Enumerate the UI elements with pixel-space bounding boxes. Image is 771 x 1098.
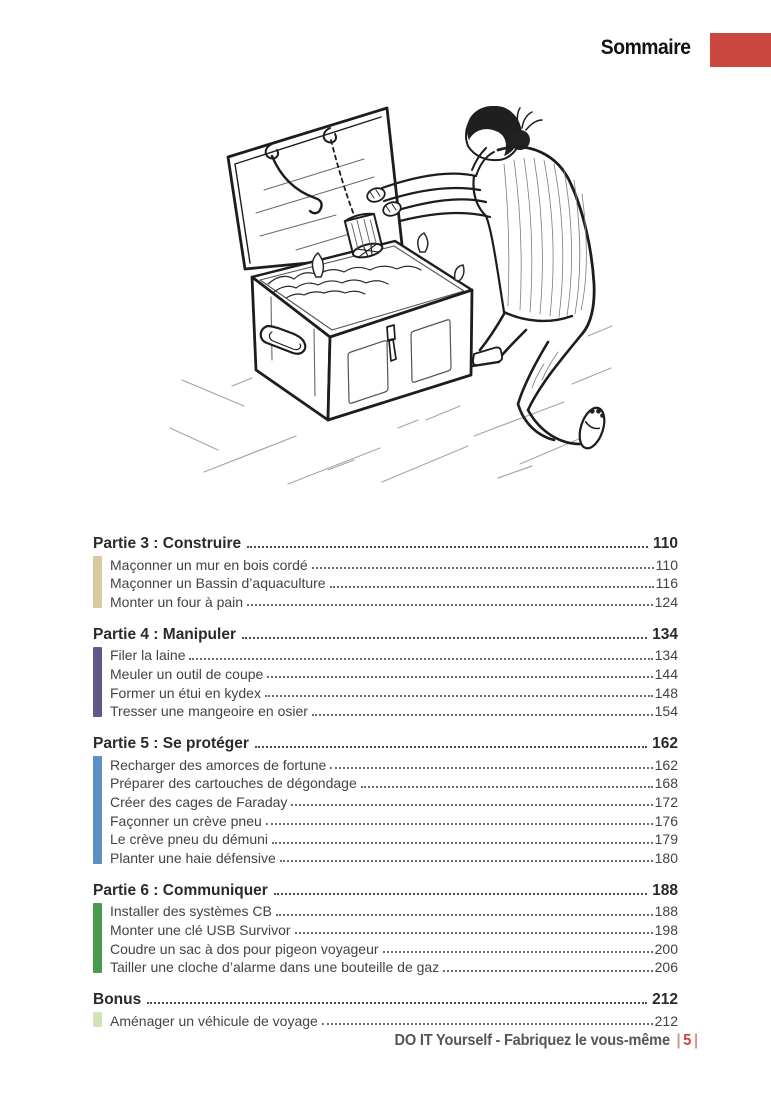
dotted-leader (361, 786, 653, 788)
dotted-leader (242, 637, 647, 639)
toc-section-title: Partie 3 : Construire (93, 535, 242, 552)
shirt-hem (504, 312, 572, 321)
toc-section-heading[interactable] (93, 624, 678, 643)
toc-item-page: 188 (654, 903, 678, 920)
toc-section (93, 989, 678, 1029)
toc-item-label: Tresser une mangeoire en osier (110, 703, 308, 720)
toc-section-title: Partie 5 : Se protéger (93, 735, 249, 753)
footer-pipe-left: | (676, 1032, 681, 1049)
toc-section-items (110, 645, 678, 719)
toc-item[interactable] (110, 754, 678, 773)
toc-section-items (110, 901, 678, 975)
front-sandal (473, 347, 502, 366)
dotted-leader (291, 804, 652, 806)
dotted-leader (274, 893, 647, 895)
dotted-leader (266, 823, 653, 825)
toc-section (93, 533, 678, 610)
toc (93, 533, 678, 1043)
toc-section-title: Partie 4 : Manipuler (93, 625, 236, 643)
toc-item-page: 162 (654, 756, 678, 773)
toc-item[interactable] (110, 591, 678, 610)
toc-item[interactable] (110, 810, 678, 829)
toc-item[interactable] (110, 682, 678, 701)
trunk-illustration (168, 84, 614, 496)
toc-item-label: Planter une haie défensive (110, 849, 276, 866)
toc-item-page: 180 (654, 849, 678, 866)
footer-page-number: 5 (683, 1032, 692, 1049)
dotted-leader (189, 658, 652, 660)
dotted-leader (272, 842, 653, 844)
toc-item[interactable] (110, 573, 678, 592)
toc-section-page: 212 (652, 991, 678, 1009)
toc-item-page: 176 (654, 812, 678, 829)
dotted-leader (383, 951, 653, 953)
toc-item-page: 144 (654, 665, 678, 682)
toc-item-label: Maçonner un mur en bois cordé (110, 556, 308, 573)
toc-item[interactable] (110, 1010, 678, 1029)
page-title: Sommaire (601, 36, 691, 59)
toc-section (93, 624, 678, 719)
toc-item[interactable] (110, 901, 678, 920)
toc-item-label: Monter une clé USB Survivor (110, 921, 291, 938)
toc-item[interactable] (110, 663, 678, 682)
toc-item-page: 148 (654, 684, 678, 701)
dotted-leader (330, 767, 652, 769)
toc-item-label: Créer des cages de Faraday (110, 793, 288, 810)
toc-section-title: Bonus (93, 991, 142, 1009)
toc-section-heading[interactable] (93, 989, 678, 1008)
toc-item-label: Meuler un outil de coupe (110, 665, 264, 682)
footer-separator: - (495, 1032, 501, 1049)
toc-item[interactable] (110, 847, 678, 866)
dotted-leader (312, 714, 653, 716)
header-red-tab (710, 33, 771, 67)
toc-item-page: 172 (654, 793, 678, 810)
dotted-leader (247, 546, 648, 548)
toc-section (93, 880, 678, 975)
dotted-leader (322, 1023, 653, 1025)
toc-item[interactable] (110, 554, 678, 573)
dotted-leader (295, 932, 653, 934)
toc-section-page: 188 (652, 881, 678, 899)
toc-item-page: 206 (654, 959, 678, 976)
footer-tagline: Fabriquez le vous-même (504, 1032, 671, 1049)
toc-item-label: Maçonner un Bassin d’aquaculture (110, 575, 326, 592)
toc-section-items (110, 1010, 678, 1029)
dotted-leader (276, 914, 653, 916)
toc-item[interactable] (110, 938, 678, 957)
toc-section-bar (93, 556, 102, 608)
toc-section-title: Partie 6 : Communiquer (93, 881, 268, 899)
toc-section-page: 110 (652, 535, 678, 552)
dotted-leader (330, 586, 654, 588)
toc-item-page: 154 (654, 703, 678, 720)
legs (480, 314, 582, 444)
toc-item-label: Installer des systèmes CB (110, 903, 272, 920)
shirt-shading (504, 158, 586, 317)
toc-item[interactable] (110, 701, 678, 720)
dotted-leader (280, 860, 653, 862)
toc-item-label: Tailler une cloche d’alarme dans une bouteille de gaz (110, 959, 440, 976)
toc-item-label: Aménager un véhicule de voyage (110, 1012, 318, 1029)
toc-item-page: 124 (654, 593, 678, 610)
toc-section-bar (93, 647, 102, 717)
dotted-leader (443, 970, 652, 972)
toc-section-heading[interactable] (93, 880, 678, 899)
toc-item[interactable] (110, 773, 678, 792)
toc-item-page: 179 (654, 831, 678, 848)
hair-strands (517, 108, 542, 130)
toc-section-bar (93, 1012, 102, 1027)
toc-item-page: 200 (654, 940, 678, 957)
toc-item-label: Préparer des cartouches de dégondage (110, 775, 357, 792)
toc-item-page: 168 (654, 775, 678, 792)
toc-item-label: Coudre un sac à dos pour pigeon voyageur (110, 940, 379, 957)
toc-item-page: 212 (654, 1012, 678, 1029)
toc-section-items (110, 754, 678, 866)
toc-item-page: 116 (655, 575, 678, 592)
toc-item[interactable] (110, 645, 678, 664)
toc-item-label: Le crève pneu du démuni (110, 831, 268, 848)
toc-item-label: Monter un four à pain (110, 593, 244, 610)
toc-item[interactable] (110, 791, 678, 810)
footer-brand: DO IT Yourself (394, 1032, 493, 1049)
toc-item-label: Recharger des amorces de fortune (110, 756, 327, 773)
toc-section-heading[interactable] (93, 533, 678, 552)
toc-item[interactable] (110, 957, 678, 976)
toc-item-page: 198 (654, 921, 678, 938)
toc-item-label: Filer la laine (110, 647, 186, 664)
toc-item-page: 110 (655, 556, 678, 573)
dotted-leader (247, 604, 653, 606)
toc-item-page: 134 (654, 647, 678, 664)
toc-section-items (110, 554, 678, 610)
dotted-leader (255, 746, 647, 748)
toc-item-label: Façonner un crève pneu (110, 812, 262, 829)
dotted-leader (265, 695, 653, 697)
toc-section-heading[interactable] (93, 733, 678, 752)
toc-item[interactable] (110, 829, 678, 848)
footer-pipe-right: | (694, 1032, 699, 1049)
page-footer (395, 1032, 701, 1050)
dotted-leader (147, 1002, 647, 1004)
dotted-leader (267, 676, 652, 678)
dotted-leader (312, 567, 654, 569)
toc-section-page: 162 (652, 735, 678, 753)
toc-section-bar (93, 903, 102, 973)
toc-item-label: Former un étui en kydex (110, 684, 261, 701)
toc-section-bar (93, 756, 102, 864)
toc-section (93, 733, 678, 866)
toc-section-page: 134 (652, 625, 678, 643)
toc-item[interactable] (110, 919, 678, 938)
